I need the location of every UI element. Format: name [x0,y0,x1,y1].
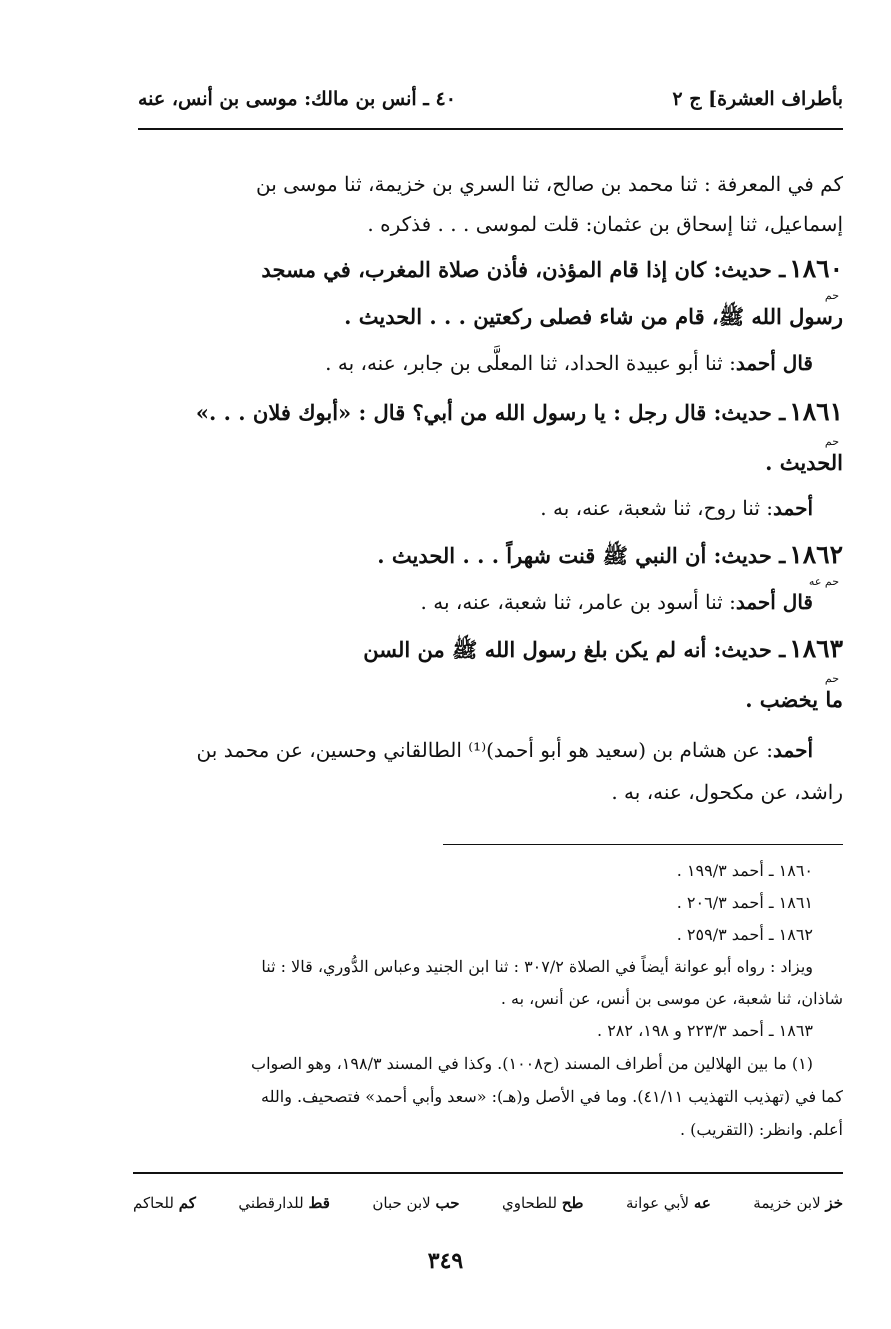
running-header-section: ٤٠ ـ أنس بن مالك: موسى بن أنس، عنه [138,88,456,110]
source-name: أحمد [773,738,813,762]
hadith-text: رسول الله ﷺ، قام من شاء فصلى ركعتين . . . الحديث . [344,304,843,329]
footnote-line: ١٨٦٢ ـ أحمد ٢٥٩/٣ . [676,925,813,944]
footnote-line: شاذان، ثنا شعبة، عن موسى بن أنس، عن أنس، به . [500,989,843,1008]
hadith-text: ـ حديث: قال رجل : يا رسول الله من أبي؟ قال : «أبوك فلان . . .» [195,400,786,425]
endnote-line: أعلم. وانظر: (التقريب) . [679,1120,843,1139]
source-name: قال أحمد [735,590,813,614]
hadith-1861 [196,397,843,426]
source-line [325,351,813,375]
footnote-line: ١٨٦٣ ـ أحمد ٢٢٣/٣ و ١٩٨، ٢٨٢ . [597,1021,813,1040]
source-line [197,738,813,762]
endnote-line: (١) ما بين الهلالين من أطراف المسند (ح١٠٠٨). وكذا في المسند ١٩٨/٣، وهو الصواب [251,1054,813,1073]
abbreviation-key [133,1194,843,1212]
hadith-text: ما يخضب . [745,687,843,712]
hadith-1863 [363,634,843,668]
abbreviation-item: عه لأبي عوانة [625,1194,711,1212]
source-line: راشد، عن مكحول، عنه، به . [611,780,843,804]
hadith-number: ١٨٦١ [789,397,843,426]
hadith-1860 [261,254,843,283]
footnote-line: ١٨٦١ ـ أحمد ٢٠٦/٣ . [676,893,813,912]
hadith-text: ـ حديث: أن النبي ﷺ قنت شهراً . . . الحديث . [377,543,786,568]
continuation-line: كم في المعرفة : ثنا محمد بن صالح، ثنا السري بن خزيمة، ثنا موسى بن [255,172,843,196]
source-text: : ثنا أسود بن عامر، ثنا شعبة، عنه، به . [420,590,736,614]
continuation-line: إسماعيل، ثنا إسحاق بن عثمان: قلت لموسى . . . فذكره . [367,212,843,236]
source-symbol: حم عه [808,575,839,588]
source-line [421,590,813,614]
abbreviation-item: حب لابن حبان [372,1194,460,1212]
hadith-number: ١٨٦٢ [789,540,843,569]
source-name: أحمد [773,496,813,520]
hadith-text: الحديث . [765,450,843,475]
page-number: ٣٤٩ [427,1248,464,1274]
source-text: : ثنا روح، ثنا شعبة، عنه، به . [540,496,774,520]
abbreviation-item: قط للدارقطني [238,1194,330,1212]
source-symbol: حم [824,672,839,685]
source-symbol: حم [824,289,839,302]
hadith-number: ١٨٦٣ [789,634,843,663]
footnote-line: ويزاد : رواه أبو عوانة أيضاً في الصلاة ٣٠٧/٢ : ثنا ابن الجنيد وعباس الدُّوري، قالا : ثنا [261,957,813,976]
abbreviation-item: خز لابن خزيمة [753,1194,843,1212]
source-text: : ثنا أبو عبيدة الحداد، ثنا المعلَّى بن جابر، عنه، به . [325,351,736,375]
endnote-line: كما في (تهذيب التهذيب ٤١/١١). وما في الأصل و(هـ): «سعد وأبي أحمد» فتصحيف. والله [261,1087,843,1106]
abbreviation-item: كم للحاكم [133,1194,196,1212]
hadith-text: ـ حديث: أنه لم يكن بلغ رسول الله ﷺ من السن [363,637,786,662]
footnote-line: ١٨٦٠ ـ أحمد ١٩٩/٣ . [676,861,813,880]
source-line [540,496,813,520]
bottom-rule [133,1172,843,1174]
abbreviation-item: طح للطحاوي [501,1194,584,1212]
hadith-1862 [377,540,843,574]
hadith-number: ١٨٦٠ [789,254,843,283]
header-rule [138,128,843,130]
source-symbol: حم [824,435,839,448]
source-name: قال أحمد [735,351,813,375]
running-header-book: بأطراف العشرة] ج ٢ [672,88,843,110]
source-text: : عن هشام بن (سعيد هو أبو أحمد)⁽¹⁾ الطالقاني وحسين، عن محمد بن [196,738,774,762]
hadith-text: ـ حديث: كان إذا قام المؤذن، فأذن صلاة المغرب، في مسجد [261,257,786,282]
footnote-rule [443,844,843,845]
